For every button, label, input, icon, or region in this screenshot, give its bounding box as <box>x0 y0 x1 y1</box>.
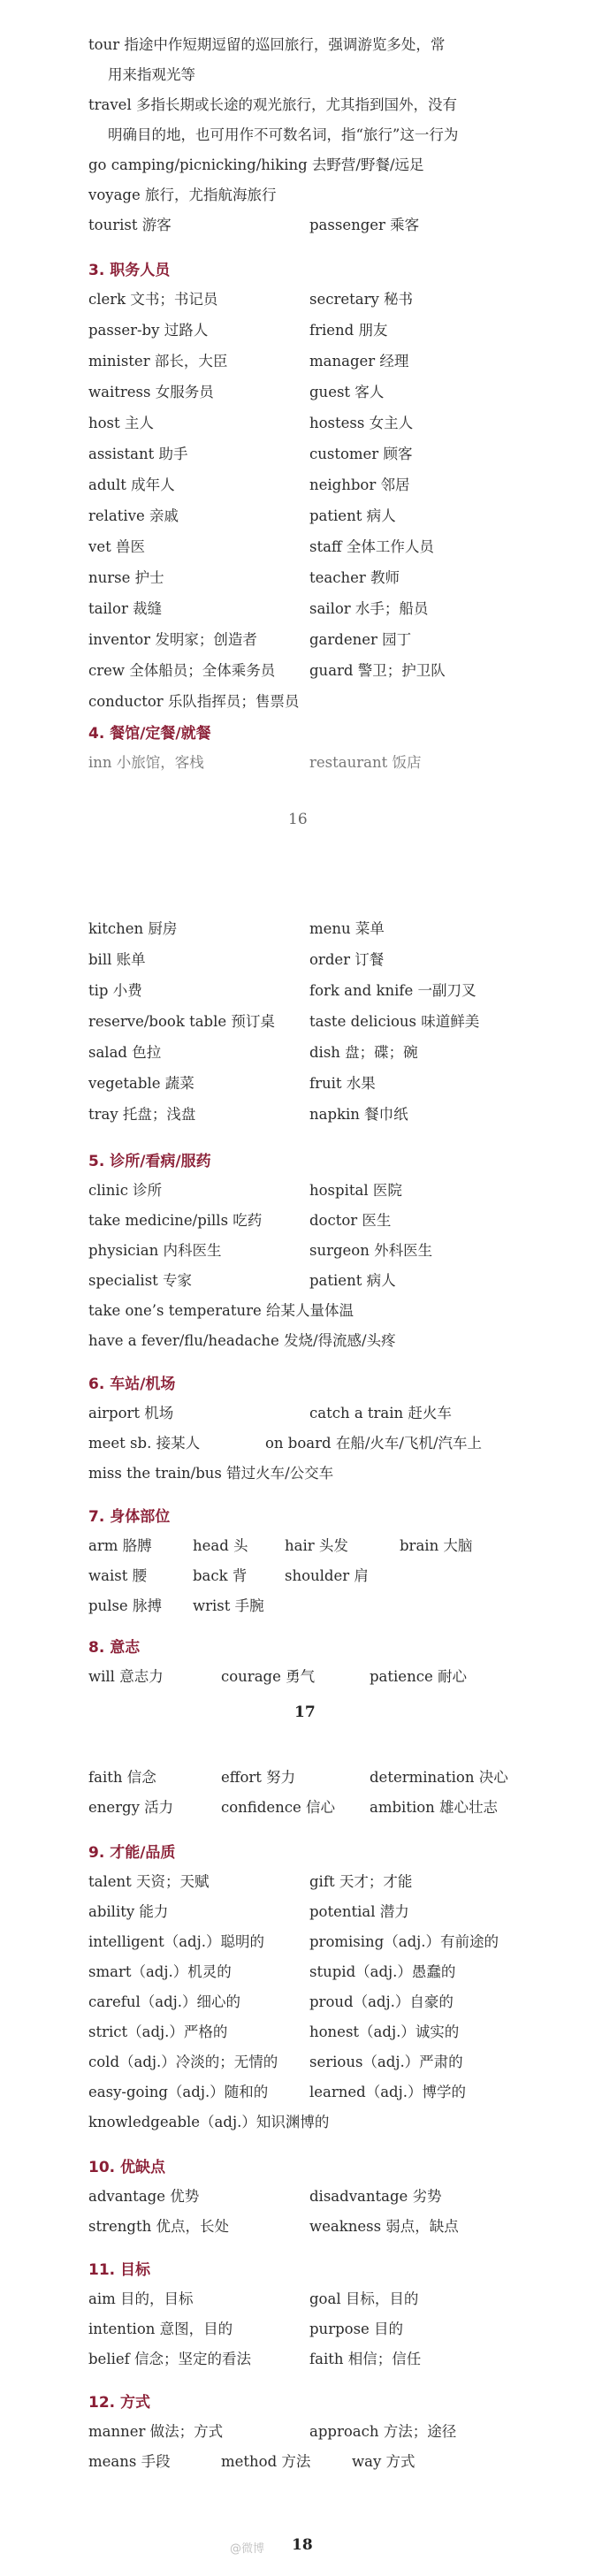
vocab-entry: pulse 脉搏 <box>88 1597 162 1614</box>
vocab-entry: intelligent（adj.）聪明的 <box>88 1933 264 1950</box>
vocab-entry: aim 目的，目标 <box>88 2290 194 2307</box>
vocab-entry: have a fever/flu/headache 发烧/得流感/头疼 <box>88 1332 396 1349</box>
vocab-entry: gardener 园丁 <box>309 631 412 648</box>
restaurant-list <box>0 919 610 1149</box>
vocab-entry: knowledgeable（adj.）知识渊博的 <box>88 2114 330 2130</box>
vocab-entry: vet 兽医 <box>88 538 145 555</box>
section-title: 4. 餐馆/定餐/就餐 <box>88 725 211 743</box>
intro-line: 用来指观光等 <box>108 66 195 83</box>
vocab-entry: ambition 雄心壮志 <box>370 1799 499 1816</box>
vocab-entry: courage 勇气 <box>221 1668 316 1685</box>
vocab-entry: manager 经理 <box>309 353 409 370</box>
section-title: 3. 职务人员 <box>88 262 171 279</box>
intro-line: go camping/picnicking/hiking 去野营/野餐/远足 <box>88 156 424 173</box>
vocab-entry: menu 菜单 <box>309 920 385 937</box>
vocab-entry: adult 成年人 <box>88 476 175 493</box>
vocab-entry: proud（adj.）自豪的 <box>309 1993 454 2010</box>
vocab-entry: hospital 医院 <box>309 1182 402 1199</box>
vocab-entry: cold（adj.）冷淡的；无情的 <box>88 2054 278 2070</box>
vocab-entry: weakness 弱点，缺点 <box>309 2218 459 2235</box>
section-10-list <box>0 2187 610 2249</box>
vocab-entry: bill 账单 <box>88 951 146 968</box>
vocab-entry: tourist 游客 <box>88 217 172 233</box>
vocab-entry: faith 信念 <box>88 1769 156 1786</box>
vocab-entry: assistant 助手 <box>88 446 188 462</box>
vocab-entry: disadvantage 劣势 <box>309 2188 442 2205</box>
vocab-entry: kitchen 厨房 <box>88 920 178 937</box>
vocab-entry: friend 朋友 <box>309 322 388 339</box>
vocab-entry: goal 目标，目的 <box>309 2290 419 2307</box>
vocab-entry: smart（adj.）机灵的 <box>88 1963 232 1980</box>
vocab-entry: shoulder 肩 <box>285 1567 369 1584</box>
page-number: 17 <box>294 1703 316 1721</box>
vocab-entry: catch a train 赶火车 <box>309 1405 452 1421</box>
vocab-entry: patient 病人 <box>309 507 396 524</box>
vocab-entry: careful（adj.）细心的 <box>88 1993 241 2010</box>
vocab-entry: faith 相信；信任 <box>309 2351 422 2367</box>
vocab-entry: ability 能力 <box>88 1903 169 1920</box>
vocab-entry: tray 托盘；浅盘 <box>88 1106 196 1123</box>
vocab-entry: conductor 乐队指挥员；售票员 <box>88 693 300 710</box>
section-3-list <box>0 290 610 723</box>
vocab-entry: promising（adj.）有前途的 <box>309 1933 499 1950</box>
vocab-entry: airport 机场 <box>88 1405 174 1421</box>
vocab-entry: hostess 女主人 <box>309 415 414 431</box>
page-number: 18 <box>292 2536 313 2554</box>
vocab-entry: salad 色拉 <box>88 1044 162 1061</box>
vocab-entry: waitress 女服务员 <box>88 384 214 400</box>
vocab-entry: dish 盘；碟；碗 <box>309 1044 418 1061</box>
vocab-entry: order 订餐 <box>309 951 385 968</box>
vocab-entry: take medicine/pills 吃药 <box>88 1212 263 1229</box>
vocab-entry: customer 顾客 <box>309 446 413 462</box>
vocab-entry: head 头 <box>193 1537 248 1554</box>
vocab-entry: brain 大脑 <box>400 1537 473 1554</box>
section-title: 11. 目标 <box>88 2261 151 2279</box>
page-2 <box>0 919 610 1721</box>
vocab-entry: strength 优点，长处 <box>88 2218 229 2235</box>
vocab-entry: potential 潜力 <box>309 1903 409 1920</box>
page-1 <box>0 0 610 828</box>
section-9-list <box>0 1872 610 2120</box>
vocab-entry: crew 全体船员；全体乘务员 <box>88 662 276 679</box>
vocab-entry: waist 腰 <box>88 1567 148 1584</box>
vocab-entry: confidence 信心 <box>221 1799 336 1816</box>
section-5-list <box>0 1181 610 1305</box>
vocab-entry: inventor 发明家；创造者 <box>88 631 257 648</box>
vocab-entry: secretary 秘书 <box>309 291 414 308</box>
page-number: 16 <box>288 811 308 828</box>
vocab-entry: patience 耐心 <box>370 1668 467 1685</box>
vocab-entry: tailor 裁缝 <box>88 600 163 617</box>
section-title: 7. 身体部位 <box>88 1508 171 1526</box>
vocab-entry: miss the train/bus 错过火车/公交车 <box>88 1465 334 1482</box>
vocab-entry: nurse 护士 <box>88 569 164 586</box>
vocab-entry: strict（adj.）严格的 <box>88 2023 228 2040</box>
vocab-entry: back 背 <box>193 1567 248 1584</box>
vocab-entry: purpose 目的 <box>309 2321 404 2337</box>
page-3 <box>0 1768 610 2576</box>
vocab-entry: physician 内科医生 <box>88 1242 222 1259</box>
vocab-entry: serious（adj.）严肃的 <box>309 2054 463 2070</box>
section-title: 9. 才能/品质 <box>88 1844 176 1862</box>
vocab-entry: clinic 诊所 <box>88 1182 163 1199</box>
vocab-entry: manner 做法；方式 <box>88 2423 224 2440</box>
vocab-entry: approach 方法；途径 <box>309 2423 457 2440</box>
vocab-entry: patient 病人 <box>309 1272 396 1289</box>
vocab-entry: energy 活力 <box>88 1799 174 1816</box>
intro-line: 明确目的地，也可用作不可数名词，指“旅行”这一行为 <box>108 126 459 143</box>
vocab-entry: staff 全体工作人员 <box>309 538 434 555</box>
vocab-entry: taste delicious 味道鲜美 <box>309 1013 480 1030</box>
vocab-entry: guest 客人 <box>309 384 385 400</box>
vocab-entry: way 方式 <box>352 2453 416 2470</box>
vocab-entry: vegetable 蔬菜 <box>88 1075 194 1092</box>
vocab-entry: inn 小旅馆，客栈 <box>88 754 204 771</box>
vocab-entry: host 主人 <box>88 415 154 431</box>
section-title: 10. 优缺点 <box>88 2159 166 2176</box>
vocab-entry: neighbor 邻居 <box>309 476 410 493</box>
vocab-entry: restaurant 饭店 <box>309 754 422 771</box>
vocab-entry: hair 头发 <box>285 1537 348 1554</box>
vocab-entry: doctor 医生 <box>309 1212 392 1229</box>
intro-line: tour 指途中作短期逗留的巡回旅行，强调游览多处，常 <box>88 36 446 53</box>
vocab-entry: passer-by 过路人 <box>88 322 209 339</box>
vocab-entry: fruit 水果 <box>309 1075 376 1092</box>
vocab-entry: means 手段 <box>88 2453 171 2470</box>
intro-line: voyage 旅行，尤指航海旅行 <box>88 187 277 203</box>
vocab-entry: on board 在船/火车/飞机/汽车上 <box>265 1435 483 1452</box>
section-title: 12. 方式 <box>88 2394 151 2412</box>
vocab-entry: gift 天才；才能 <box>309 1873 413 1890</box>
watermark: @微博 <box>230 2542 265 2556</box>
vocab-entry: tip 小费 <box>88 982 142 999</box>
vocab-entry: learned（adj.）博学的 <box>309 2084 466 2100</box>
vocab-entry: honest（adj.）诚实的 <box>309 2023 460 2040</box>
vocab-entry: relative 亲戚 <box>88 507 179 524</box>
vocab-entry: wrist 手腕 <box>193 1597 264 1614</box>
intro-line: travel 多指长期或长途的观光旅行，尤其指到国外，没有 <box>88 96 457 113</box>
section-title: 5. 诊所/看病/服药 <box>88 1153 211 1170</box>
vocab-entry: fork and knife 一副刀叉 <box>309 982 477 999</box>
vocab-entry: effort 努力 <box>221 1769 296 1786</box>
vocab-entry: napkin 餐巾纸 <box>309 1106 408 1123</box>
vocab-entry: advantage 优势 <box>88 2188 200 2205</box>
vocab-entry: arm 胳膊 <box>88 1537 152 1554</box>
vocab-entry: belief 信念；坚定的看法 <box>88 2351 251 2367</box>
vocab-entry: specialist 专家 <box>88 1272 193 1289</box>
vocab-entry: guard 警卫；护卫队 <box>309 662 446 679</box>
vocab-entry: surgeon 外科医生 <box>309 1242 433 1259</box>
vocab-entry: method 方法 <box>221 2453 311 2470</box>
section-11-list <box>0 2290 610 2382</box>
vocab-entry: clerk 文书；书记员 <box>88 291 218 308</box>
vocab-entry: talent 天资；天赋 <box>88 1873 210 1890</box>
vocab-entry: determination 决心 <box>370 1769 508 1786</box>
vocab-entry: minister 部长，大臣 <box>88 353 228 370</box>
vocab-entry: stupid（adj.）愚蠢的 <box>309 1963 456 1980</box>
vocab-entry: easy-going（adj.）随和的 <box>88 2084 269 2100</box>
vocab-entry: will 意志力 <box>88 1668 164 1685</box>
vocab-entry: reserve/book table 预订桌 <box>88 1013 275 1030</box>
section-title: 8. 意志 <box>88 1639 141 1657</box>
vocab-entry: meet sb. 接某人 <box>88 1435 201 1452</box>
vocab-entry: teacher 教师 <box>309 569 400 586</box>
section-title: 6. 车站/机场 <box>88 1376 176 1393</box>
vocab-entry: passenger 乘客 <box>309 217 420 233</box>
vocab-entry: sailor 水手；船员 <box>309 600 429 617</box>
vocab-entry: intention 意图，目的 <box>88 2321 233 2337</box>
vocab-entry: take one’s temperature 给某人量体温 <box>88 1302 355 1319</box>
